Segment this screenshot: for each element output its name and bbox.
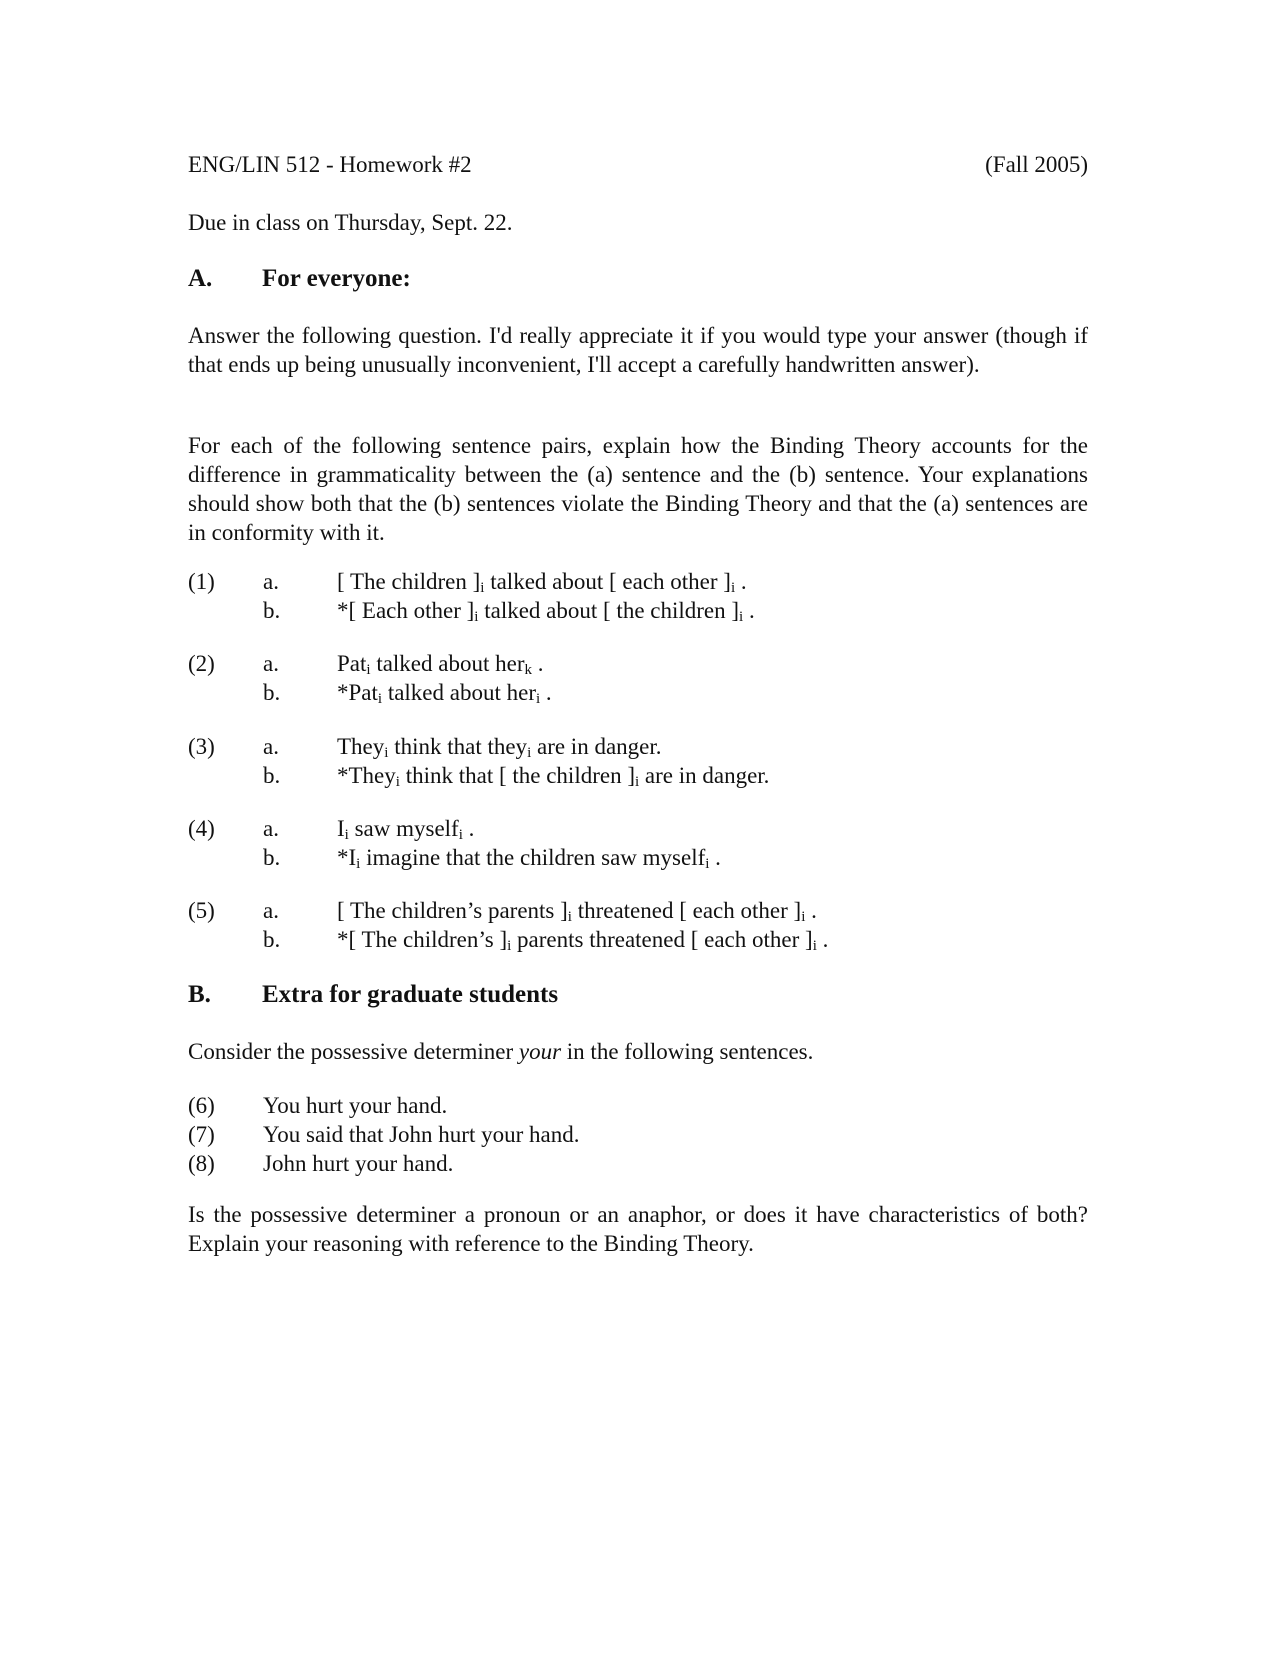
example-letter: a. (263, 569, 279, 594)
example-sentence: $*I_i$ imagine that the children saw myself$_i$ . (337, 845, 721, 872)
term-label: (Fall 2005) (985, 152, 1088, 177)
example-letter: b. (263, 845, 281, 870)
index-subscript: i (801, 909, 806, 925)
example-row-a (188, 732, 1088, 761)
index-subscript: i (384, 745, 389, 761)
example-group-5 (188, 896, 1088, 954)
example-group-3 (188, 732, 1088, 790)
example-letter: b. (263, 763, 281, 788)
section-a-letter: A. (188, 265, 213, 292)
example-number: (2) (188, 651, 215, 676)
instructions-paragraph: Answer the following question. I'd really appreciate it if you would type your answer (though if that ends up being unusually inconvenient, I'll accept a carefully handwritten answer). (188, 323, 1088, 377)
index-subscript: i (527, 745, 532, 761)
intro-italic-word: your (518, 1039, 562, 1064)
example-sentence: *[ Each other ]$_i$ talked about [ the children ]$_i$ . (337, 598, 755, 625)
example-letter: a. (263, 734, 279, 759)
example-sentence: Pat$_i$ talked about her$_k$ . (337, 651, 544, 678)
example-sentence: [ The children ]$_i$ talked about [ each other ]$_i$ . (337, 569, 747, 596)
example-letter: b. (263, 598, 281, 623)
example-number: (3) (188, 734, 215, 759)
index-subscript: i (395, 774, 400, 790)
list-item-text: You said that John hurt your hand. (263, 1122, 580, 1147)
example-sentence: They$_i$ think that they$_i$ are in danger. (337, 734, 662, 761)
course-title: ENG/LIN 512 - Homework #2 (188, 152, 472, 177)
example-row-a (188, 649, 1088, 678)
index-subscript: i (356, 856, 361, 872)
section-b-title: Extra for graduate students (262, 981, 559, 1008)
list-item-number: (6) (188, 1093, 215, 1118)
index-subscript: i (812, 938, 817, 954)
example-number: (5) (188, 898, 215, 923)
list-item-text: You hurt your hand. (263, 1093, 448, 1118)
index-subscript: i (377, 691, 383, 707)
list-item (188, 1149, 1088, 1178)
example-row-a (188, 814, 1088, 843)
example-row-b (188, 678, 1088, 707)
example-row-b (188, 761, 1088, 790)
intro-text-before: Consider the possessive determiner (188, 1039, 519, 1064)
section-a-title: For everyone: (262, 265, 411, 292)
list-item-number: (8) (188, 1151, 215, 1176)
example-letter: a. (263, 651, 279, 676)
example-sentence: *Pat$_i$ talked about her$_i$ . (337, 680, 552, 707)
example-row-b (188, 843, 1088, 872)
example-group-1 (188, 567, 1088, 625)
index-subscript: i (480, 580, 485, 596)
example-row-a (188, 567, 1088, 596)
example-row-a (188, 896, 1088, 925)
index-subscript: i (474, 609, 479, 625)
index-subscript: i (730, 580, 736, 596)
list-item-number: (7) (188, 1122, 215, 1147)
section-b-intro (188, 1037, 1088, 1066)
example-letter: b. (263, 927, 281, 952)
example-letter: b. (263, 680, 281, 705)
example-group-4 (188, 814, 1088, 872)
example-row-b (188, 596, 1088, 625)
list-item (188, 1120, 1088, 1149)
section-b-letter: B. (188, 981, 211, 1008)
index-subscript: k (524, 662, 532, 678)
task-paragraph: For each of the following sentence pairs, explain how the Binding Theory accounts for the difference in grammaticality between the (a) sentence and the (b) sentence. Your explanations should show both that the (b) sentences violate the Binding Theory and that the (a) sentences are in conformity with it. (188, 433, 1088, 545)
example-sentence: [ The children’s parents ]$_i$ threatened [ each other ]$_i$ . (337, 898, 817, 925)
section-b-question: Is the possessive determiner a pronoun or an anaphor, or does it have characteristics of both? Explain your reasoning with reference to the Binding Theory. (188, 1202, 1088, 1256)
index-subscript: i (634, 774, 640, 790)
index-subscript: i (507, 938, 512, 954)
numbered-sentence-list (188, 1091, 1088, 1178)
index-subscript: i (344, 827, 349, 843)
index-subscript: i (705, 856, 710, 872)
example-sentence: *[ The children’s ]$_i$ parents threatened [ each other ]$_i$ . (337, 927, 829, 954)
index-subscript: i (739, 609, 744, 625)
example-sentence: *They$_i$ think that [ the children ]$_i$ are in danger. (337, 763, 770, 790)
example-number: (1) (188, 569, 215, 594)
example-letter: a. (263, 898, 279, 923)
example-number: (4) (188, 816, 215, 841)
list-item-text: John hurt your hand. (263, 1151, 454, 1176)
intro-text-after: in the following sentences. (561, 1039, 814, 1064)
index-subscript: i (567, 909, 572, 925)
example-group-2 (188, 649, 1088, 707)
index-subscript: i (535, 691, 541, 707)
index-subscript: i (458, 827, 463, 843)
example-row-b (188, 925, 1088, 954)
example-letter: a. (263, 816, 279, 841)
example-sentence: $I_i$ saw myself$_i$ . (337, 816, 475, 843)
due-date-line: Due in class on Thursday, Sept. 22. (188, 210, 513, 235)
list-item (188, 1091, 1088, 1120)
index-subscript: i (366, 662, 371, 678)
